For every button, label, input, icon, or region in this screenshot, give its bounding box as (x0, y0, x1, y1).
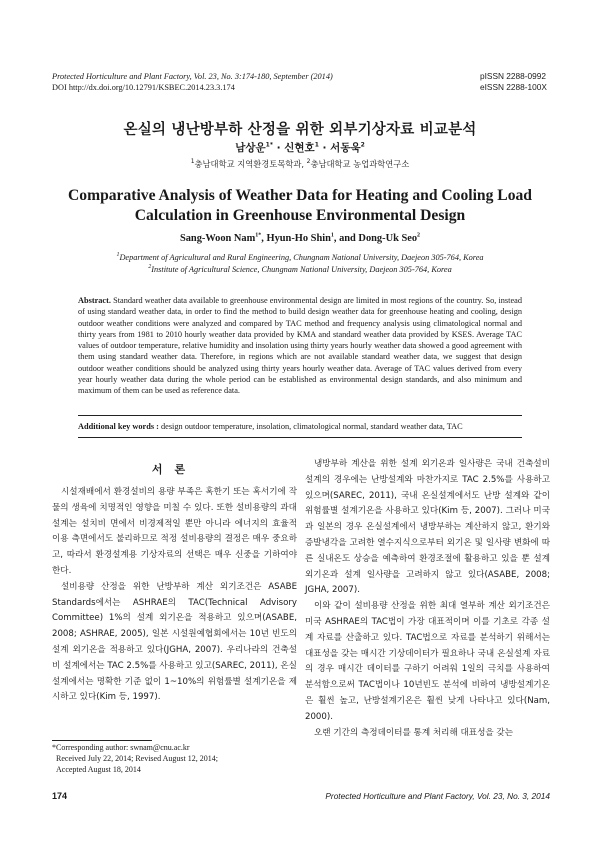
keywords-bottom-rule (78, 437, 522, 438)
korean-title: 온실의 냉난방부하 산정을 위한 외부기상자료 비교분석 (123, 122, 477, 138)
paragraph: 시설재배에서 환경설비의 용량 부족은 혹한기 또는 혹서기에 작물의 생육에 치명적인 영향을 미칠 수 있다. 또한 설비용량의 과대설계는 설치비 면에서 비경제적일 뿐만 아니라 에너지의 효율적 이용 측면에서도 불리하므로 적정 설비용량의 결정은 매우 중요하고, 따라서 환경설계용 기상자료의 선택은 매우 신중을 기하여야 한다. (52, 487, 297, 576)
paragraph: 설비용량 산정을 위한 난방부하 계산 외기조건은 ASABE Standards에서는 ASHRAE의 TAC(Technical Advisory Committee) 1%의 설계 외기온을 적용하고 있으며(ASABE, 2008; ASHRAE, 2005), 일본 시설원예협회에서는 10년 빈도의 설계 외기온을 적용하고 있다(JGHA, 2007). 우리나라의 건축설비 설계에서는 TAC 2.5%를 사용하고 있고(SAREC, 2011), 온실설계에서는 명확한 기준 없이 1~10%의 위험률별 설계기온을 제시하고 있다(Kim 등, 1997). (52, 581, 297, 703)
doi-line[interactable]: DOI http://dx.doi.org/10.12791/KSBEC.2014.23.3.174 (52, 83, 235, 92)
right-column (305, 457, 550, 741)
pissn: pISSN 2288-0992 (480, 71, 546, 81)
keywords-top-rule (78, 415, 522, 416)
keywords-label: Additional key words : (78, 422, 159, 431)
english-title-line2: Calculation in Greenhouse Environmental Design (134, 207, 466, 224)
abstract-text: Standard weather data available to greenhouse environmental design are limited in most regions of the country. So, instead of using standard weather data, in order to find the method to build design weather data for greenhouse heating and cooling, design outdoor weather conditions were analyzed and compared by TAC method and frequency analysis using climatological normal and thirty years from 1981 to 2010 hourly weather data provided by KMA and standard weather data provided by KSES. Average TAC values of outdoor temperature, relative humidity and insolation using thirty years hourly weather data showed a good agreement with them using standard weather data. Therefore, in regions which are not available standard weather data, we suggest that design outdoor weather conditions should be analyzed using thirty years hourly weather data. Average of TAC values derived from every year hourly weather data during the whole period can be established as environmental design standards, and also minimum and maximum of them can be used as reference data. (78, 296, 522, 396)
footnote (52, 742, 297, 775)
journal-header (52, 71, 333, 93)
keywords (78, 422, 522, 431)
eissn: eISSN 2288-100X (480, 82, 547, 92)
paragraph: 냉방부하 계산을 위한 설계 외기온과 일사량은 국내 건축설비 설계의 경우에는 난방설계와 마찬가지로 TAC 2.5%를 사용하고 있으며(SAREC, 2011), 국내 온실설계에서도 난방 설계와 같이 위험률별 설계기온을 사용하고 있다(Kim 등, 2007). 그러나 미국과 일본의 경우 온실설계에서 냉방부하는 계산하지 않고, 환기와 증발냉각을 고려한 열수지식으로부터 외기온 및 일사량 변화에 따른 실내온도 상승을 예측하여 환경조절에 활용하고 있을 뿐 설계 외기온과 설계 일사량을 고려하지 않고 있다(ASABE, 2008; JGHA, 2007). (305, 459, 550, 596)
accepted-date: Accepted August 18, 2014 (56, 765, 141, 774)
section-title-introduction: 서론 (151, 463, 198, 476)
issn-block (480, 71, 547, 93)
english-title-line1: Comparative Analysis of Weather Data for Heating and Cooling Load (68, 187, 532, 204)
page-number: 174 (52, 791, 68, 801)
footnote-rule (52, 740, 152, 741)
paragraph: 이와 같이 설비용량 산정을 위한 최대 열부하 계산 외기조건은 미국 ASHRAE의 TAC법이 가장 대표적이며 이를 기초로 각종 설계 자료를 산출하고 있다. TAC법으로 자료를 분석하기 위해서는 대표성을 갖는 매시간 기상데이터가 필요하나 국내 온실설계 자료의 경우 매시간 데이터를 구하기 어려워 1일의 극치를 사용하여 분석함으로써 TAC법이나 10년빈도 분석에 비하여 냉방설계기온은 훨씬 높고, 난방설계기온은 훨씬 낮게 나타나고 있다(Nam, 2000). (305, 601, 550, 722)
english-title (40, 186, 560, 226)
journal-citation: Protected Horticulture and Plant Factory, Vol. 23, No. 3:174-180, September (2014) (52, 72, 333, 81)
left-column (52, 485, 297, 706)
affiliation-1: $^1$Department of Agricultural and Rural Engineering, Chungnam National University, Daejeon 305-764, Korea (116, 252, 484, 262)
english-authors: Sang-Woon Nam$^{1*}$, Hyun-Ho Shin$^1$, and Dong-Uk Seo$^2$ (179, 232, 421, 244)
korean-affiliation: $^1$충남대학교 지역환경토목학과, $^2$충남대학교 농업과학연구소 (190, 158, 410, 169)
affiliation-2: $^2$Institute of Agricultural Science, Chungnam National University, Daejeon 305-764, Korea (148, 263, 452, 274)
received-date: Received July 22, 2014; Revised August 12, 2014; (56, 754, 218, 763)
footer-journal: Protected Horticulture and Plant Factory, Vol. 23, No. 3, 2014 (325, 791, 550, 801)
korean-authors: 남상운$^{1*}$ · 신현호$^1$ · 서동욱$^2$ (235, 141, 365, 154)
abstract (78, 295, 522, 397)
corresponding-author: *Corresponding author: swnam@cnu.ac.kr (52, 743, 190, 752)
english-affiliations (0, 252, 600, 275)
keywords-text: design outdoor temperature, insolation, climatological normal, standard weather data, TAC (161, 422, 463, 431)
abstract-label: Abstract. (78, 296, 111, 305)
paragraph: 오랜 기간의 측정데이터를 통계 처리해 대표성을 갖는 (314, 727, 514, 738)
